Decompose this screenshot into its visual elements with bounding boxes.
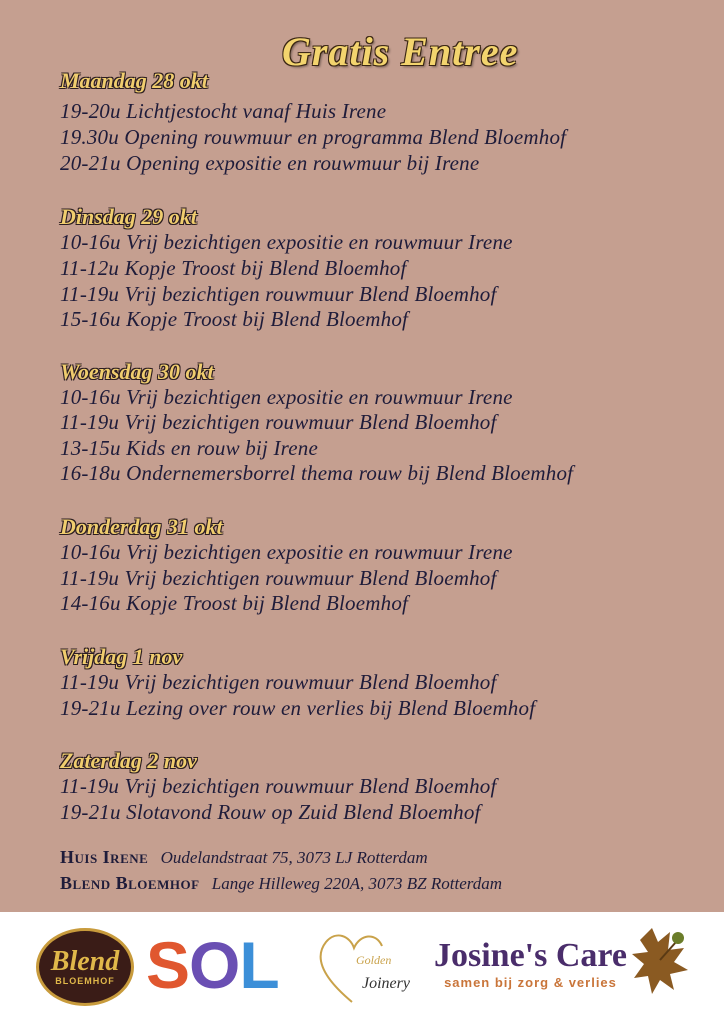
venue-address: Oudelandstraat 75, 3073 LJ Rotterdam <box>160 848 428 867</box>
blend-logo-name: Blend <box>50 946 120 977</box>
schedule-item: 13-15u Kids en rouw bij Irene <box>60 436 318 460</box>
golden-joinery-logo <box>312 922 432 1010</box>
josine-logo-tagline: samen bij zorg & verlies <box>444 975 617 990</box>
leaf-icon <box>630 920 694 1000</box>
schedule-item: 19-21u Slotavond Rouw op Zuid Blend Bloemhof <box>60 800 481 824</box>
josines-care-logo <box>434 938 627 992</box>
sol-letter-s: S <box>146 928 190 1002</box>
schedule-item: 11-12u Kopje Troost bij Blend Bloemhof <box>60 256 407 280</box>
schedule-item: 11-19u Vrij bezichtigen rouwmuur Blend Bloemhof <box>60 410 497 434</box>
schedule-item: 19-20u Lichtjestocht vanaf Huis Irene <box>60 99 387 123</box>
schedule-item: 10-16u Vrij bezichtigen expositie en rouwmuur Irene <box>60 230 513 254</box>
sponsor-footer <box>0 912 724 1024</box>
golden-logo-line1: Golden <box>356 953 392 967</box>
sol-letter-l: L <box>239 928 279 1002</box>
schedule-item: 11-19u Vrij bezichtigen rouwmuur Blend Bloemhof <box>60 282 497 306</box>
blend-bloemhof-logo <box>36 928 134 1006</box>
schedule-item: 10-16u Vrij bezichtigen expositie en rouwmuur Irene <box>60 540 513 564</box>
day-heading-donderdag: Donderdag 31 okt <box>60 514 223 539</box>
schedule-item: 19.30u Opening rouwmuur en programma Blend Bloemhof <box>60 125 567 149</box>
day-heading-maandag: Maandag 28 okt <box>60 68 208 93</box>
blend-logo-sub: BLOEMHOF <box>55 976 115 986</box>
day-heading-dinsdag: Dinsdag 29 okt <box>60 204 197 229</box>
address-blend-bloemhof <box>60 871 502 896</box>
venue-name: Blend Bloemhof <box>60 873 200 893</box>
schedule-item: 10-16u Vrij bezichtigen expositie en rouwmuur Irene <box>60 385 513 409</box>
schedule-item: 11-19u Vrij bezichtigen rouwmuur Blend Bloemhof <box>60 566 497 590</box>
golden-logo-line2: Joinery <box>362 975 410 992</box>
schedule-item: 14-16u Kopje Troost bij Blend Bloemhof <box>60 591 409 615</box>
schedule-item: 11-19u Vrij bezichtigen rouwmuur Blend Bloemhof <box>60 774 497 798</box>
josine-logo-name: Josine's Care <box>434 937 627 974</box>
schedule-item: 15-16u Kopje Troost bij Blend Bloemhof <box>60 307 409 331</box>
venue-address: Lange Hilleweg 220A, 3073 BZ Rotterdam <box>211 874 503 893</box>
address-huis-irene <box>60 845 428 870</box>
schedule-item: 11-19u Vrij bezichtigen rouwmuur Blend Bloemhof <box>60 670 497 694</box>
day-heading-woensdag: Woensdag 30 okt <box>60 359 214 384</box>
heart-outline-icon <box>321 935 382 1002</box>
schedule-item: 20-21u Opening expositie en rouwmuur bij Irene <box>60 151 480 175</box>
day-heading-zaterdag: Zaterdag 2 nov <box>60 748 197 773</box>
page-title: Gratis Entree <box>282 29 519 74</box>
day-heading-vrijdag: Vrijdag 1 nov <box>60 644 183 669</box>
venue-name: Huis Irene <box>60 847 149 867</box>
sol-letter-o: O <box>189 928 240 1002</box>
schedule-item: 19-21u Lezing over rouw en verlies bij Blend Bloemhof <box>60 696 536 720</box>
sol-logo <box>146 930 279 1000</box>
schedule-item: 16-18u Ondernemersborrel thema rouw bij Blend Bloemhof <box>60 461 574 485</box>
